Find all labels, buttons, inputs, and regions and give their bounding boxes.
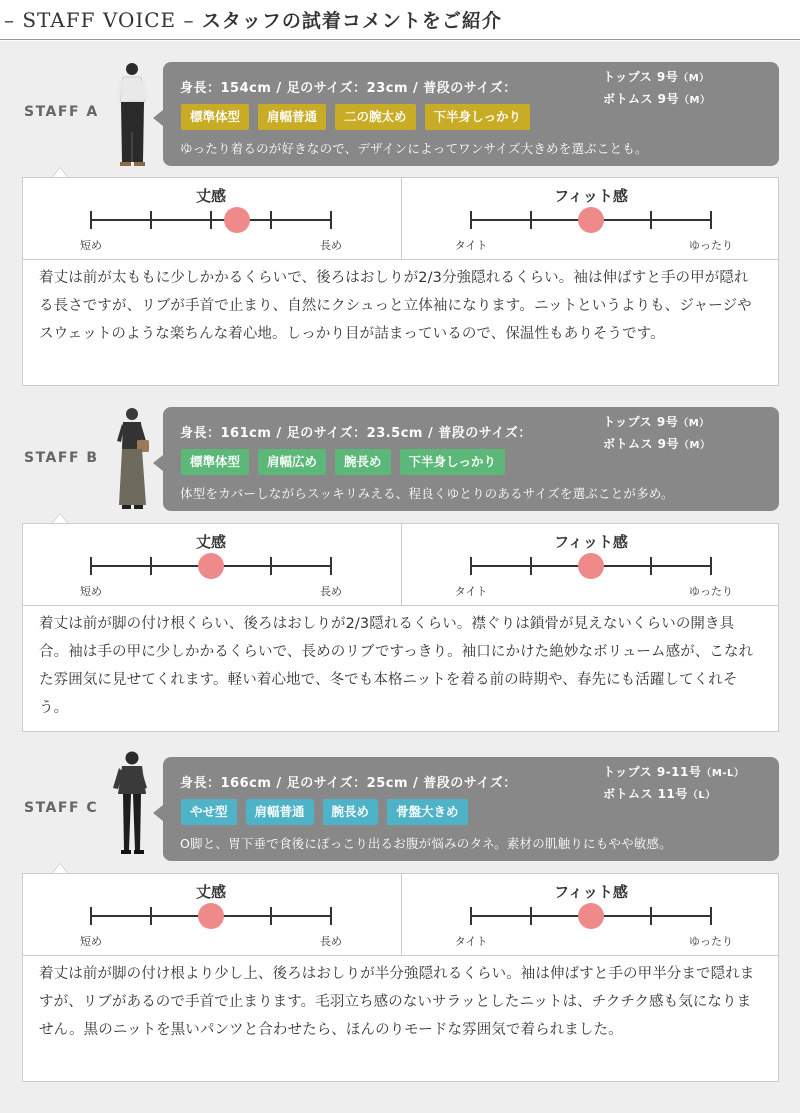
length-scale-tick bbox=[210, 211, 212, 229]
body-type-tags bbox=[181, 449, 505, 475]
length-scale-tick bbox=[270, 907, 272, 925]
body-type-tags bbox=[181, 104, 530, 130]
staff-usual-size bbox=[603, 762, 744, 806]
length-scale-tick bbox=[150, 211, 152, 229]
body-type-tag: 骨盤大きめ bbox=[387, 799, 468, 825]
bottoms-size: ボトムス 9号 bbox=[603, 437, 680, 451]
length-indicator bbox=[224, 207, 250, 233]
fit-scale-tick bbox=[530, 557, 532, 575]
bottoms-size-unit: （M） bbox=[679, 440, 711, 451]
body-type-tag: 肩幅普通 bbox=[258, 104, 326, 130]
fit-scale-tick bbox=[650, 211, 652, 229]
body-type-tag: やせ型 bbox=[181, 799, 237, 825]
fit-indicator bbox=[578, 207, 604, 233]
scale-divider bbox=[401, 178, 402, 260]
title-jp: スタッフの試着コメントをご紹介 bbox=[201, 10, 502, 32]
scale-divider bbox=[401, 524, 402, 606]
body-type-tag: 二の腕太め bbox=[335, 104, 416, 130]
staff-info-bubble bbox=[163, 62, 779, 166]
length-scale-title: 丈感 bbox=[195, 883, 227, 901]
length-scale-left-label: 短め bbox=[80, 935, 102, 948]
page-title: – STAFF VOICE – スタッフの試着コメントをご紹介 bbox=[4, 8, 502, 32]
length-scale-right-label: 長め bbox=[320, 585, 342, 598]
fit-scale-tick bbox=[470, 907, 472, 925]
body-type-tag: 肩幅広め bbox=[258, 449, 326, 475]
body-type-tag: 肩幅普通 bbox=[246, 799, 314, 825]
fit-scale-tick bbox=[470, 557, 472, 575]
body-type-tags bbox=[181, 799, 468, 825]
scale-divider bbox=[401, 874, 402, 956]
staff-section-b bbox=[0, 400, 800, 735]
staff-description: 体型をカバーしながらスッキリみえる、程良くゆとりのあるサイズを選ぶことが多め。 bbox=[180, 486, 674, 501]
staff-comment: 着丈は前が太ももに少しかかるくらいで、後ろはおしりが2/3分強隠れるくらい。袖は伸ばすと手の甲が隠れる長さですが、リブが手首で止まり、自然にクシュっと立体袖になります。ニットというよりも、ジャージやスウェットのような楽ちんな着心地。しっかり目が詰まっているので、保温性もありそうです。 bbox=[39, 270, 752, 342]
staff-info-bubble bbox=[163, 407, 779, 511]
fit-scales bbox=[23, 178, 778, 260]
fit-scale-tick bbox=[710, 211, 712, 229]
fit-scales bbox=[23, 524, 778, 606]
staff-description: O脚と、胃下垂で食後にぽっこり出るお腹が悩みのタネ。素材の肌触りにもやや敏感。 bbox=[180, 836, 672, 851]
staff-comment: 着丈は前が脚の付け根くらい、後ろはおしりが2/3隠れるくらい。襟ぐりは鎖骨が見えないくらいの開き具合。袖は手の甲に少しかかるくらいで、長めのリブですっきり。袖口にかけた絶妙なボリューム感が、こなれた雰囲気に見せてくれます。軽い着心地で、冬でも本格ニットを着る前の時期や、春先にも活躍してくれそう。 bbox=[39, 616, 754, 716]
staff-comment: 着丈は前が脚の付け根より少し上、後ろはおしりが半分強隠れるくらい。袖は伸ばすと手の甲半分まで隠れますが、リブがあるので手首で止まります。毛羽立ち感のないサラッとしたニットは、チクチク感も気になりません。黒のニットを黒いパンツと合わせたら、ほんのりモードな雰囲気で着られました。 bbox=[39, 966, 755, 1038]
staff-stats: 身長：166cm / 足のサイズ：25cm / 普段のサイズ： bbox=[180, 776, 517, 791]
length-scale-right-label: 長め bbox=[320, 935, 342, 948]
length-scale-right-label: 長め bbox=[320, 239, 342, 252]
fit-scale-tick bbox=[710, 907, 712, 925]
staff-label: STAFF B bbox=[24, 450, 99, 466]
length-scale-tick bbox=[90, 211, 92, 229]
bottoms-size-unit: （M） bbox=[679, 95, 711, 106]
staff-label: STAFF C bbox=[24, 800, 99, 816]
length-scale-tick bbox=[90, 907, 92, 925]
length-scale-tick bbox=[270, 211, 272, 229]
tops-size: トップス 9号 bbox=[603, 70, 679, 84]
length-scale-tick bbox=[270, 557, 272, 575]
page-header bbox=[0, 0, 800, 40]
box-pointer bbox=[52, 863, 68, 873]
fit-scale-left-label: タイト bbox=[454, 239, 488, 252]
staff-description: ゆったり着るのが好きなので、デザインによってワンサイズ大きめを選ぶことも。 bbox=[180, 141, 648, 156]
length-scale-left-label: 短め bbox=[80, 585, 102, 598]
tops-size-unit: （M） bbox=[678, 73, 710, 84]
fit-scale-left-label: タイト bbox=[454, 935, 488, 948]
title-en: STAFF VOICE bbox=[22, 8, 177, 32]
length-scale-title: 丈感 bbox=[195, 187, 227, 205]
fit-review-box bbox=[22, 523, 779, 732]
fit-review-box bbox=[22, 177, 779, 386]
fit-review-box bbox=[22, 873, 779, 1082]
length-scale-tick bbox=[330, 557, 332, 575]
tops-size: トップス 9-11号 bbox=[603, 765, 702, 779]
tops-size: トップス 9号 bbox=[603, 415, 679, 429]
length-indicator bbox=[198, 553, 224, 579]
bottoms-size-unit: （L） bbox=[687, 790, 716, 801]
fit-scale-tick bbox=[470, 211, 472, 229]
staff-section-a bbox=[0, 55, 800, 390]
fit-scale-right-label: ゆったり bbox=[689, 239, 733, 252]
fit-scale-title: フィット感 bbox=[554, 187, 628, 205]
fit-indicator bbox=[578, 553, 604, 579]
staff-stats: 身長：154cm / 足のサイズ：23cm / 普段のサイズ： bbox=[180, 81, 517, 96]
staff-c-photo bbox=[110, 750, 154, 862]
tops-size-unit: （M） bbox=[678, 418, 710, 429]
body-type-tag: 下半身しっかり bbox=[425, 104, 531, 130]
body-type-tag: 腕長め bbox=[323, 799, 379, 825]
length-scale-left-label: 短め bbox=[80, 239, 102, 252]
box-pointer bbox=[52, 513, 68, 523]
body-type-tag: 腕長め bbox=[335, 449, 391, 475]
bottoms-size: ボトムス 11号 bbox=[603, 787, 688, 801]
staff-section-c bbox=[0, 750, 800, 1085]
fit-indicator bbox=[578, 903, 604, 929]
body-type-tag: 下半身しっかり bbox=[400, 449, 506, 475]
length-scale-tick bbox=[330, 211, 332, 229]
body-type-tag: 標準体型 bbox=[181, 104, 249, 130]
staff-b-photo bbox=[112, 407, 154, 515]
length-scale-tick bbox=[150, 557, 152, 575]
fit-scale-tick bbox=[530, 211, 532, 229]
staff-usual-size bbox=[603, 67, 710, 111]
staff-info-bubble bbox=[163, 757, 779, 861]
length-scale-tick bbox=[330, 907, 332, 925]
length-indicator bbox=[198, 903, 224, 929]
fit-scale-tick bbox=[710, 557, 712, 575]
fit-scale-right-label: ゆったり bbox=[689, 935, 733, 948]
length-scale-tick bbox=[90, 557, 92, 575]
staff-a-photo bbox=[112, 62, 154, 170]
fit-scale-title: フィット感 bbox=[554, 883, 628, 901]
fit-scale-title: フィット感 bbox=[554, 533, 628, 551]
staff-stats: 身長：161cm / 足のサイズ：23.5cm / 普段のサイズ： bbox=[180, 426, 532, 441]
bottoms-size: ボトムス 9号 bbox=[603, 92, 680, 106]
length-scale-title: 丈感 bbox=[195, 533, 227, 551]
box-pointer bbox=[52, 167, 68, 177]
body-type-tag: 標準体型 bbox=[181, 449, 249, 475]
fit-scale-tick bbox=[650, 557, 652, 575]
fit-scales bbox=[23, 874, 778, 956]
fit-scale-right-label: ゆったり bbox=[689, 585, 733, 598]
staff-label: STAFF A bbox=[24, 104, 99, 120]
staff-usual-size bbox=[603, 412, 710, 456]
fit-scale-left-label: タイト bbox=[454, 585, 488, 598]
fit-scale-tick bbox=[650, 907, 652, 925]
fit-scale-tick bbox=[530, 907, 532, 925]
length-scale-tick bbox=[150, 907, 152, 925]
tops-size-unit: （M-L） bbox=[701, 768, 745, 779]
